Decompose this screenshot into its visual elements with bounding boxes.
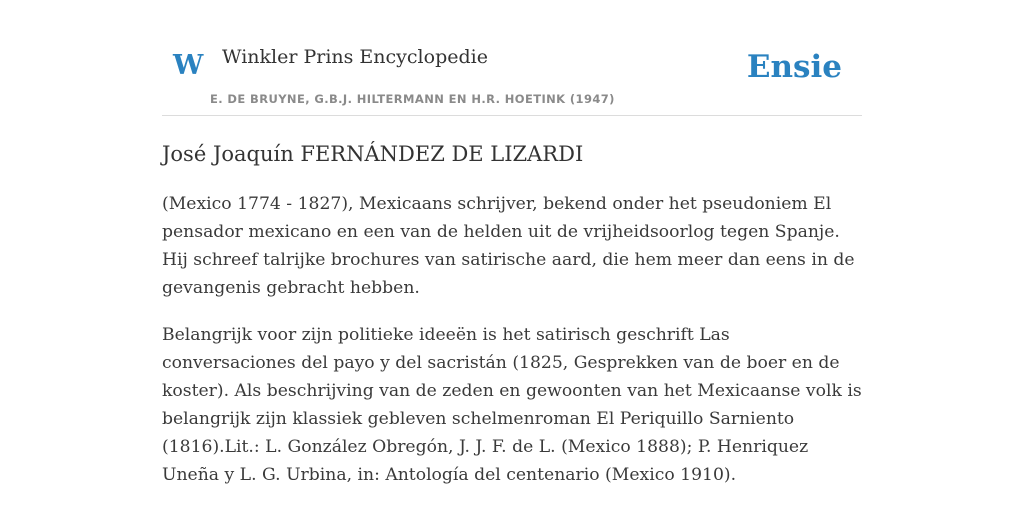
article-title: José Joaquín FERNÁNDEZ DE LIZARDI xyxy=(162,142,584,166)
authors-credit: E. DE BRUYNE, G.B.J. HILTERMANN EN H.R. HOETINK (1947) xyxy=(210,92,615,106)
encyclopedia-logo-icon[interactable]: W xyxy=(173,50,204,81)
encyclopedia-title[interactable]: Winkler Prins Encyclopedie xyxy=(222,46,488,68)
article-card xyxy=(162,0,862,489)
article-paragraph-2: Belangrijk voor zijn politieke ideeën is het satirisch geschrift Las conversaciones del payo y del sacristán (1825, Gesprekken van de boer en de koster). Als beschrijving van de zeden en gewoonten van het Mexicaanse volk is belangrijk zijn klassiek gebleven schelmenroman El Periquillo Sarniento (1816).Lit.: L. González Obregón, J. J. F. de L. (Mexico 1888); P. Henriquez Uneña y L. G. Urbina, in: Antología del centenario (Mexico 1910). xyxy=(162,325,862,486)
page-header xyxy=(162,0,862,116)
article-paragraph-1: (Mexico 1774 - 1827), Mexicaans schrijver, bekend onder het pseudoniem El pensador mexicano en een van de helden uit de vrijheidsoorlog tegen Spanje. Hij schreef talrijke brochures van satirische aard, die hem meer dan eens in de gevangenis gebracht hebben. xyxy=(162,194,855,299)
ensie-logo[interactable]: Ensie xyxy=(746,49,842,85)
